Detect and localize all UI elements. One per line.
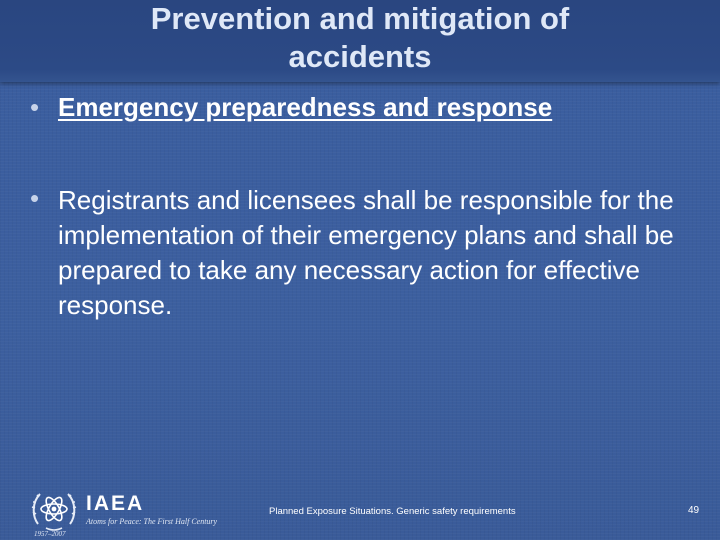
iaea-atom-emblem-icon (28, 484, 80, 536)
logo-years: 1957–2007 (34, 530, 66, 538)
body-paragraph: Registrants and licensees shall be responsible for the implementation of their emergency plans and shall be prepared to take any necessary action for effective response. (58, 185, 674, 320)
bullet-icon: • (30, 92, 40, 122)
slide-title-line-1: Prevention and mitigation of (150, 1, 570, 36)
logo-name: IAEA (86, 492, 145, 515)
slide-title (0, 0, 720, 76)
iaea-logo (28, 484, 218, 536)
section-heading: Emergency preparedness and response (58, 92, 553, 122)
page-number: 49 (688, 505, 700, 516)
logo-tagline: Atoms for Peace: The First Half Century (86, 517, 218, 526)
slide-title-line-2: accidents (288, 39, 432, 74)
bullet-icon: • (30, 183, 40, 213)
footer-caption: Planned Exposure Situations. Generic safety requirements (269, 506, 516, 517)
